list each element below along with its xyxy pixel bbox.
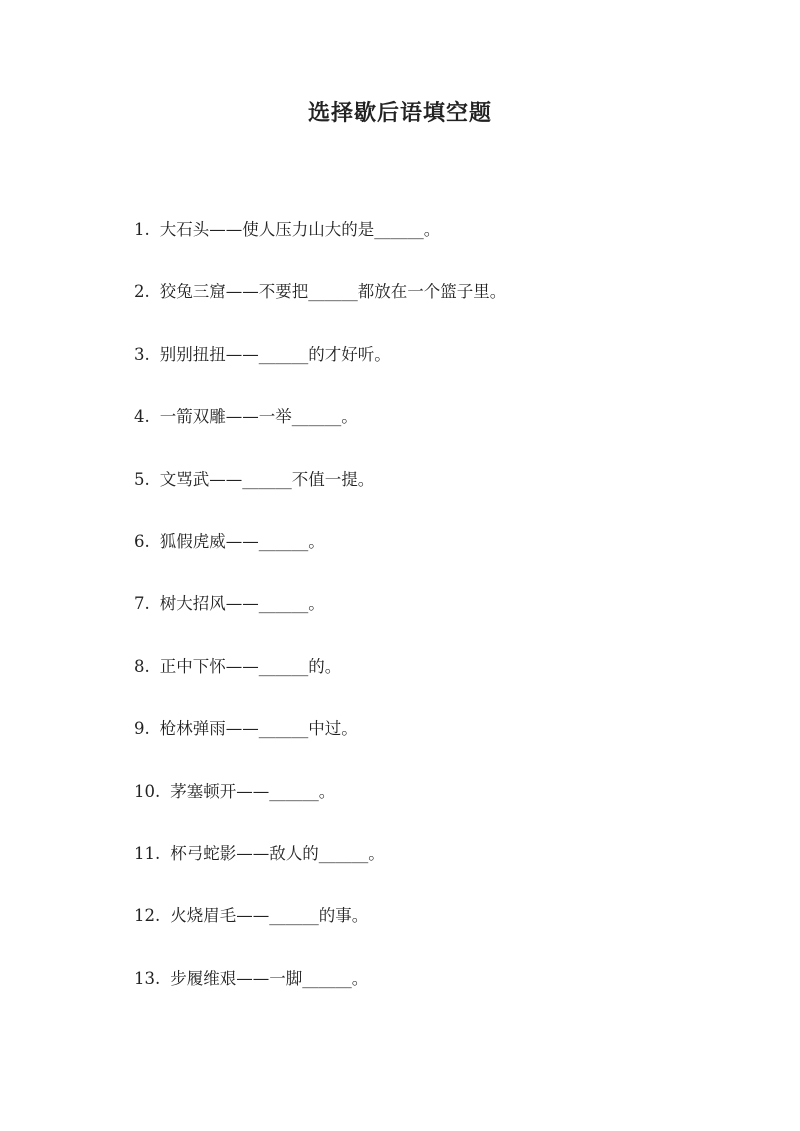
list-item — [134, 588, 734, 650]
list-item — [134, 214, 734, 276]
question-number: 6. — [134, 531, 150, 551]
question-text: 杯弓蛇影——敌人的______。 — [170, 843, 385, 863]
question-number: 2. — [134, 282, 150, 302]
list-item — [134, 776, 734, 838]
question-number: 12. — [134, 906, 161, 926]
question-number: 11. — [134, 843, 161, 863]
list-item — [134, 526, 734, 588]
list-item — [134, 401, 734, 463]
question-number: 1. — [134, 220, 150, 239]
list-item — [134, 713, 734, 775]
question-number: 7. — [134, 594, 150, 614]
question-text: 一箭双雕——一举______。 — [159, 407, 358, 427]
question-text: 茅塞顿开——______。 — [170, 781, 336, 801]
question-text: 狡兔三窟——不要把______都放在一个篮子里。 — [159, 282, 507, 302]
question-text: 文骂武——______不值一提。 — [159, 469, 375, 489]
question-text: 步履维艰——一脚______。 — [170, 968, 369, 988]
list-item — [134, 651, 734, 713]
question-number: 10. — [134, 781, 161, 801]
list-item — [134, 900, 734, 962]
list-item — [134, 963, 734, 1025]
list-item — [134, 276, 734, 338]
question-number: 8. — [134, 656, 150, 676]
question-number: 13. — [134, 968, 161, 988]
question-list — [134, 214, 734, 1025]
question-number: 9. — [134, 719, 150, 739]
question-text: 树大招风——______。 — [159, 594, 325, 614]
question-text: 正中下怀——______的。 — [159, 656, 342, 676]
question-number: 4. — [134, 407, 150, 427]
question-text: 大石头——使人压力山大的是______。 — [159, 220, 441, 239]
question-number: 3. — [134, 344, 150, 364]
question-text: 别别扭扭——______的才好听。 — [159, 344, 391, 364]
page-title: 选择歇后语填空题 — [307, 100, 492, 126]
list-item — [134, 838, 734, 900]
question-text: 狐假虎威——______。 — [159, 531, 325, 551]
list-item — [134, 339, 734, 401]
list-item — [134, 464, 734, 526]
question-text: 枪林弹雨——______中过。 — [159, 719, 358, 739]
question-number: 5. — [134, 469, 150, 489]
question-text: 火烧眉毛——______的事。 — [170, 906, 369, 926]
